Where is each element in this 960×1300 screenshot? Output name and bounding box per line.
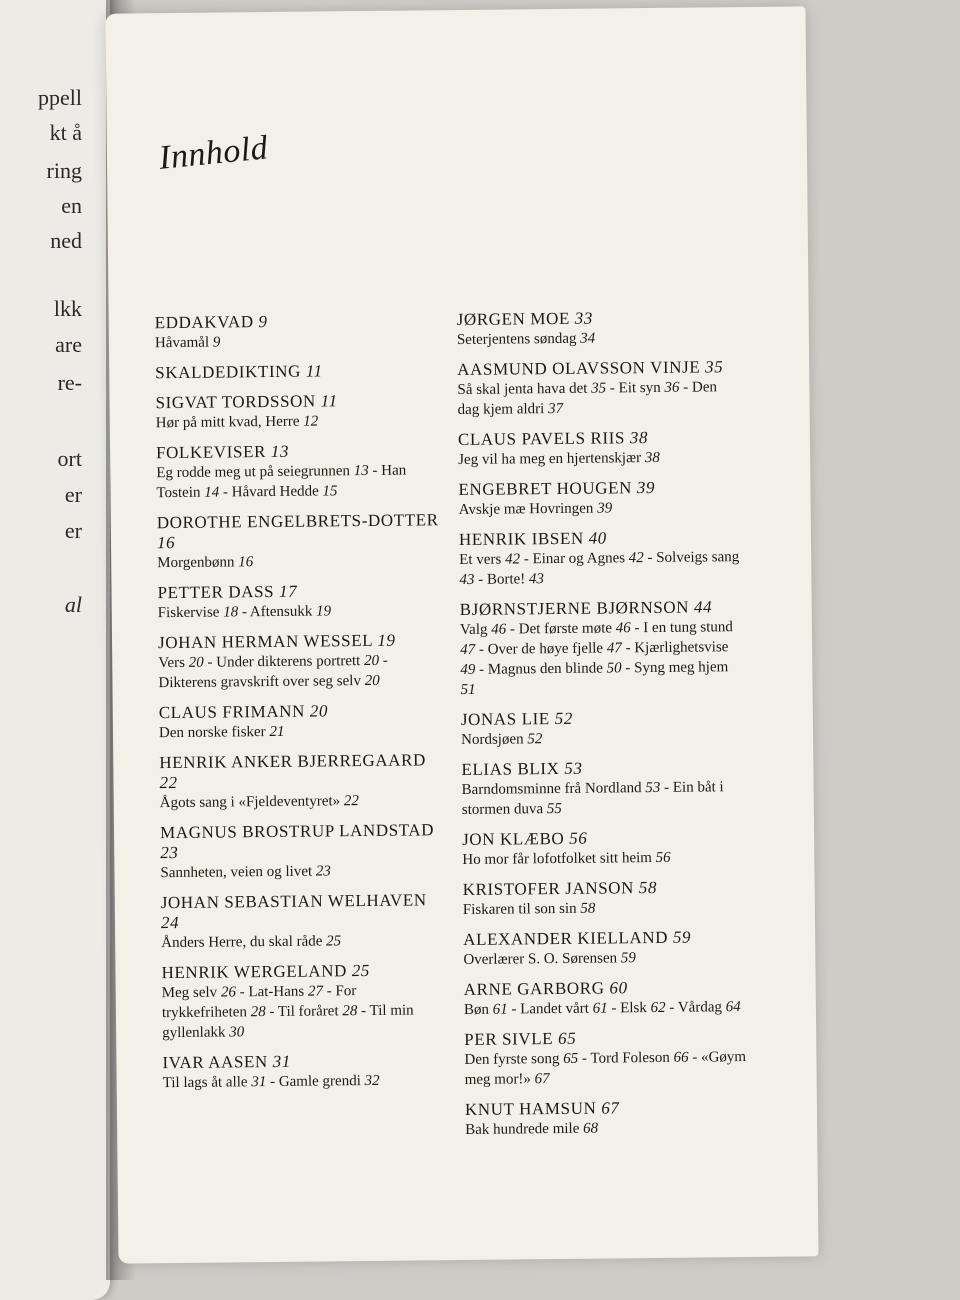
work-page-number: 30 (229, 1024, 245, 1041)
author-page-number: 65 (557, 1028, 577, 1049)
work-page-number: 14 (204, 484, 220, 501)
work-title: Til min gyllenlakk (162, 1002, 414, 1042)
work-page-number: 47 (606, 640, 622, 657)
author-name: HENRIK ANKER BJERREGAARD (159, 750, 426, 773)
work-page-number: 25 (326, 933, 342, 950)
toc-entry (457, 357, 740, 420)
author-page-number: 33 (574, 308, 594, 328)
work-title: Håvamål (154, 334, 210, 352)
toc-entry (155, 310, 437, 353)
work-title: «Gøym meg mor!» (464, 1049, 747, 1088)
work-title: Til lags åt alle (162, 1074, 248, 1092)
toc-works: Eg rodde meg ut på seiegrunnen 13 - Han Tostein 14 - Håvard Hedde 15 (156, 462, 407, 502)
author-name: FOLKEVISER (155, 442, 267, 463)
facing-page-fragment: er (64, 518, 82, 543)
work-page-number: 28 (342, 1003, 358, 1020)
work-title: Til foråret (277, 1003, 339, 1020)
work-page-number: 9 (212, 334, 221, 351)
work-title: Elsk (620, 1000, 647, 1017)
toc-works (465, 1117, 747, 1140)
work-page-number: 13 (353, 462, 369, 480)
work-title: Sannheten, veien og livet (160, 863, 313, 882)
toc-entry (162, 1050, 444, 1093)
author-page-number: 9 (258, 312, 268, 332)
work-title: Den norske fisker (158, 724, 266, 742)
author-page-number: 56 (569, 828, 588, 848)
author-page-number: 17 (278, 581, 298, 601)
author-name: ENGEBRET HOUGEN (458, 478, 633, 500)
author-page-number: 22 (159, 772, 178, 793)
work-title: Ågots sang i «Fjeldeventyret» (159, 793, 341, 812)
work-title: Syng meg hjem (634, 659, 729, 677)
work-page-number: 46 (615, 620, 631, 637)
author-name: ARNE GARBORG (463, 978, 605, 1000)
author-name: EDDAKVAD (154, 312, 254, 333)
toc-column-left (155, 310, 445, 1103)
author-name: JON KLÆBO (462, 828, 565, 850)
work-page-number: 20 (363, 652, 380, 670)
toc-works (155, 330, 437, 353)
work-page-number: 66 (673, 1049, 689, 1066)
author-page-number: 31 (272, 1051, 291, 1072)
toc-works (463, 947, 745, 970)
author-name: IVAR AASEN (162, 1052, 268, 1073)
work-title: Så skal jenta hava det (457, 380, 588, 399)
toc-works (160, 790, 442, 813)
author-name: CLAUS PAVELS RIIS (457, 428, 626, 450)
toc-works: Barndomsminne frå Nordland 53 - Ein båt i stormen duva 55 (461, 779, 724, 819)
author-page-number: 38 (629, 428, 649, 448)
work-page-number: 20 (188, 654, 204, 671)
facing-page-fragment: are (55, 332, 82, 357)
toc-entry (458, 427, 740, 470)
toc-entry (458, 477, 740, 520)
toc-works: Meg selv 26 - Lat-Hans 27 - For trykkefriheten 28 - Til foråret 28 - Til min gyllenlakk 30 (161, 983, 414, 1042)
toc-entry (159, 700, 441, 743)
work-title: Tord Foleson (590, 1049, 670, 1067)
work-title: Hør på mitt kvad, Herre (155, 413, 300, 432)
work-page-number: 27 (307, 983, 324, 1000)
author-page-number: 40 (588, 528, 607, 548)
work-title: For trykkefriheten (161, 983, 357, 1022)
toc-entry (462, 827, 744, 870)
author-page-number: 39 (636, 477, 656, 498)
work-page-number: 64 (725, 999, 741, 1016)
author-name: KRISTOFER JANSON (462, 878, 635, 900)
facing-page-fragment: al (64, 592, 82, 617)
author-name: SKALDEDIKTING (155, 361, 301, 383)
work-title: Aftensukk (249, 603, 313, 621)
toc-works: Vers 20 - Under dikterens portrett 20 - Dikterens gravskrift over seg selv 20 (158, 652, 388, 692)
toc-entry (464, 1027, 747, 1090)
author-name: KNUT HAMSUN (464, 1098, 597, 1119)
toc-works (459, 497, 741, 520)
author-name: ALEXANDER KIELLAND (463, 927, 669, 950)
toc-entry (157, 580, 439, 623)
author-page-number: 11 (320, 391, 338, 411)
work-title: Kjærlighetsvise (634, 639, 729, 657)
toc-works (457, 327, 739, 350)
toc-author (161, 890, 443, 933)
work-title: Bøn (463, 1001, 490, 1018)
toc-works (159, 720, 441, 743)
work-page-number: 31 (251, 1074, 267, 1091)
author-name: JONAS LIE (460, 709, 550, 730)
toc-works (161, 930, 443, 953)
work-page-number: 34 (580, 330, 596, 347)
toc-works (157, 550, 439, 573)
toc-entry (158, 630, 441, 693)
toc-entry (464, 977, 746, 1020)
toc-works: Den fyrste song 65 - Tord Foleson 66 - «Gøym meg mor!» 67 (464, 1049, 747, 1088)
facing-page-fragment: lkk (53, 296, 82, 321)
toc-works: Bøn 61 - Landet vårt 61 - Elsk 62 - Vårdag 64 (463, 999, 741, 1018)
author-name: JØRGEN MOE (456, 308, 570, 330)
author-page-number: 11 (305, 361, 323, 381)
toc-entry (457, 307, 739, 350)
work-page-number: 16 (238, 554, 254, 571)
page-title: Innhold (157, 129, 270, 177)
work-page-number: 22 (343, 793, 359, 810)
work-page-number: 18 (223, 604, 239, 621)
work-title: Avskje mæ Hovringen (458, 500, 594, 519)
toc-works: Et vers 42 - Einar og Agnes 42 - Solveigs sang 43 - Borte! 43 (459, 549, 740, 589)
work-page-number: 42 (628, 550, 644, 567)
work-page-number: 65 (563, 1050, 579, 1067)
work-title: Det første møte (518, 620, 613, 638)
work-page-number: 26 (220, 984, 236, 1001)
facing-page-fragment: ned (50, 228, 82, 253)
work-page-number: 21 (269, 723, 285, 741)
toc-works (463, 897, 745, 920)
toc-entry (463, 927, 745, 970)
work-title: Lat-Hans (248, 983, 305, 1001)
toc-entry (160, 820, 443, 883)
author-page-number: 19 (377, 630, 396, 650)
toc-entry (157, 510, 440, 573)
work-page-number: 32 (364, 1072, 380, 1090)
work-page-number: 12 (303, 413, 319, 430)
work-page-number: 61 (492, 1001, 508, 1018)
work-title: Meg selv (161, 984, 218, 1002)
work-title: Håvard Hedde (231, 483, 319, 501)
facing-page-fragment: en (61, 193, 82, 218)
author-name: BJØRNSTJERNE BJØRNSON (459, 597, 690, 620)
work-page-number: 47 (460, 641, 476, 659)
work-title: Vårdag (677, 999, 723, 1016)
contents-page (105, 6, 818, 1263)
work-title: Solveigs sang (656, 549, 740, 566)
work-page-number: 55 (546, 800, 562, 818)
work-title: Den dag kjem aldri (457, 379, 718, 419)
work-title: Seterjentens søndag (456, 330, 577, 349)
author-name: SIGVAT TORDSSON (155, 391, 316, 413)
facing-page-fragment: ort (57, 446, 82, 471)
toc-works: Fiskervise 18 - Aftensukk 19 (157, 603, 332, 622)
work-page-number: 53 (645, 779, 661, 797)
author-page-number: 20 (309, 701, 329, 721)
toc-author (157, 510, 439, 553)
work-title: Dikterens gravskrift over seg selv (158, 673, 362, 692)
toc-entry (460, 597, 743, 700)
work-title: Fiskaren til son sin (462, 900, 577, 919)
work-page-number: 49 (460, 661, 476, 679)
work-title: Eit syn (618, 379, 661, 397)
facing-page-fragment: re- (57, 370, 82, 395)
toc-entry (463, 877, 745, 920)
work-page-number: 56 (655, 849, 671, 866)
work-title: Under dikterens portrett (216, 653, 361, 671)
author-name: HENRIK WERGELAND (161, 961, 348, 983)
author-name: ELIAS BLIX (461, 758, 560, 780)
work-page-number: 42 (504, 551, 521, 568)
author-page-number: 44 (693, 597, 713, 617)
work-title: Vers (158, 654, 186, 672)
work-page-number: 36 (664, 379, 680, 396)
toc-works (458, 447, 740, 470)
work-title: Einar og Agnes (532, 550, 626, 568)
work-title: Over de høye fjelle (487, 640, 604, 658)
author-name: CLAUS FRIMANN (158, 701, 306, 723)
work-title: Gamle grendi (278, 1073, 361, 1090)
toc-entry (465, 1097, 747, 1140)
facing-page-text (0, 0, 110, 1280)
toc-entry (161, 960, 444, 1043)
facing-page-fragment: kt å (49, 120, 82, 145)
work-title: Et vers (459, 551, 502, 569)
toc-works (461, 727, 743, 750)
work-page-number: 50 (606, 660, 622, 677)
author-name: PETTER DASS (157, 581, 275, 603)
author-page-number: 25 (351, 960, 371, 981)
work-page-number: 19 (316, 603, 332, 620)
work-title: Ånders Herre, du skal råde (161, 933, 323, 952)
work-page-number: 52 (527, 731, 543, 748)
work-title: Morgenbønn (157, 554, 235, 572)
work-page-number: 15 (322, 483, 338, 500)
facing-page-fragment: er (64, 482, 82, 507)
work-page-number: 39 (597, 500, 613, 517)
author-page-number: 58 (638, 877, 658, 898)
work-page-number: 51 (460, 681, 476, 699)
work-page-number: 43 (528, 571, 545, 588)
toc-author (159, 750, 441, 793)
author-page-number: 52 (554, 708, 574, 729)
author-name: JOHAN SEBASTIAN WELHAVEN (160, 890, 427, 913)
work-title: Eg rodde meg ut på seiegrunnen (156, 463, 351, 482)
author-name: PER SIVLE (464, 1029, 554, 1049)
work-title: Fiskervise (157, 604, 220, 622)
toc-entry (156, 440, 439, 503)
toc-entry (459, 527, 742, 590)
work-page-number: 68 (582, 1120, 599, 1137)
work-page-number: 59 (620, 950, 636, 967)
author-page-number: 13 (270, 441, 290, 461)
toc-entry (159, 750, 442, 813)
author-page-number: 53 (564, 758, 583, 778)
author-name: AASMUND OLAVSSON VINJE (457, 357, 701, 380)
facing-page-fragment: ppell (38, 85, 82, 110)
facing-page (0, 0, 110, 1300)
facing-page-fragment: ring (46, 158, 82, 183)
author-page-number: 16 (156, 532, 176, 553)
author-name: MAGNUS BROSTRUP LANDSTAD (159, 820, 435, 843)
work-title: Han Tostein (156, 462, 407, 502)
work-page-number: 35 (591, 380, 607, 397)
work-page-number: 38 (644, 449, 660, 467)
author-page-number: 60 (609, 978, 628, 998)
work-title: Nordsjøen (461, 731, 524, 749)
work-page-number: 61 (592, 1000, 608, 1017)
work-title: Borte! (486, 571, 526, 588)
author-page-number: 23 (160, 842, 179, 863)
work-page-number: 67 (534, 1071, 550, 1088)
work-title: Den fyrste song (464, 1051, 560, 1068)
toc-entry (461, 757, 744, 820)
toc-entry (161, 890, 444, 953)
author-name: HENRIK IBSEN (458, 528, 584, 550)
toc-entry (155, 360, 437, 383)
toc-author (160, 820, 442, 863)
work-title: Overlærer S. O. Sørensen (463, 950, 618, 969)
work-title: Magnus den blinde (487, 660, 603, 678)
toc-works (160, 860, 442, 883)
toc-entry (155, 390, 437, 433)
toc-author (155, 360, 437, 383)
work-page-number: 37 (547, 400, 564, 418)
toc-works (156, 410, 438, 433)
author-page-number: 59 (672, 927, 692, 947)
toc-works: Til lags åt alle 31 - Gamle grendi 32 (162, 1072, 380, 1092)
work-page-number: 28 (250, 1004, 266, 1021)
author-page-number: 67 (601, 1098, 620, 1118)
work-title: Jeg vil ha meg en hjertenskjær (458, 450, 642, 469)
work-title: I en tung stund (643, 619, 733, 637)
work-page-number: 20 (364, 672, 380, 690)
toc-works (462, 847, 744, 870)
work-page-number: 43 (459, 571, 475, 589)
author-page-number: 35 (705, 357, 724, 377)
toc-works: Valg 46 - Det første møte 46 - I en tung stund 47 - Over de høye fjelle 47 - Kjærlighetsvise 49 - Magnus den blinde 50 - Syng meg hjem 51 (459, 619, 733, 699)
work-title: Barndomsminne frå Nordland (461, 780, 642, 799)
work-page-number: 58 (580, 900, 596, 917)
work-title: Bak hundrede mile (465, 1120, 580, 1138)
toc-column-right (457, 307, 748, 1150)
work-title: Ho mor får lofotfolket sitt heim (462, 850, 652, 869)
toc-works: Så skal jenta hava det 35 - Eit syn 36 - Den dag kjem aldri 37 (457, 379, 718, 419)
author-page-number: 24 (160, 912, 180, 933)
work-page-number: 23 (315, 863, 331, 880)
work-title: Ein båt i stormen duva (461, 779, 724, 819)
work-page-number: 62 (650, 999, 666, 1017)
work-page-number: 46 (491, 621, 507, 638)
toc-entry (461, 707, 743, 750)
work-title: Valg (459, 621, 488, 639)
work-title: Landet vårt (520, 1000, 589, 1018)
author-name: DOROTHE ENGELBRETS-DOTTER (156, 510, 439, 533)
author-name: JOHAN HERMAN WESSEL (157, 630, 373, 653)
